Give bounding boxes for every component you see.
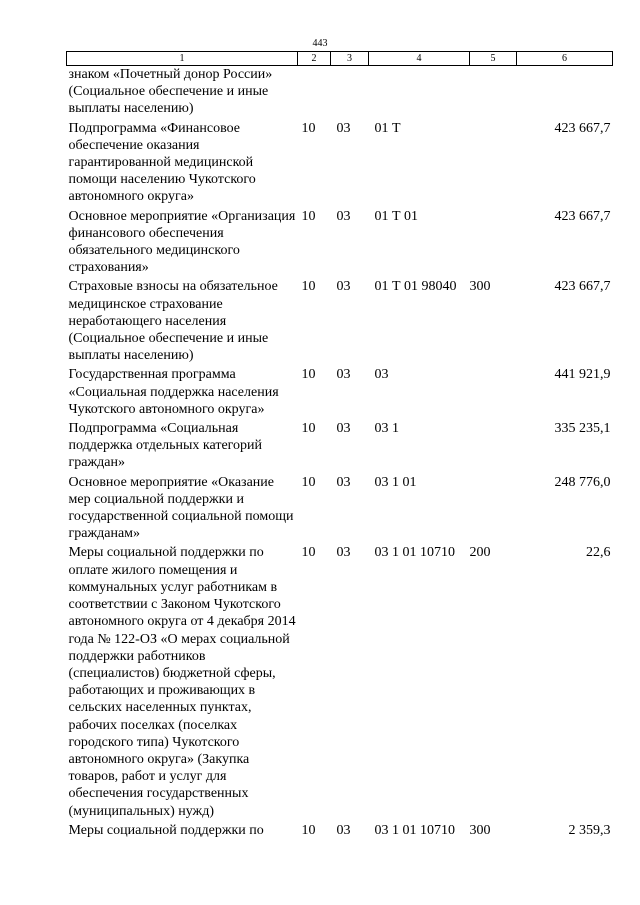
row-subsection: 03: [336, 474, 351, 490]
header-col-3: 3: [331, 52, 369, 66]
row-amount: 248 776,0: [554, 474, 611, 490]
row-target-code: 03 1 01 10710: [374, 822, 455, 838]
row-section: 10: [301, 279, 316, 295]
row-amount: 335 235,1: [554, 421, 611, 437]
row-expense-type: 300: [469, 279, 491, 295]
row-target-code: 01 Т: [374, 120, 401, 136]
row-amount: 423 667,7: [554, 279, 611, 295]
row-subsection: 03: [336, 120, 351, 136]
row-target-code: 01 Т 01: [374, 208, 419, 224]
row-name: Страховые взносы на обязательное медицинское страхование неработающего населения (Социальное обеспечение и иные выплаты населению): [68, 279, 278, 364]
row-expense-type: [470, 420, 517, 474]
table-row: [67, 420, 613, 474]
row-expense-type: 300: [469, 822, 491, 838]
table-row: [67, 366, 613, 420]
row-name: Государственная программа «Социальная поддержка населения Чукотского автономного округа»: [68, 367, 279, 417]
table-row: [67, 474, 613, 545]
row-amount: 22,6: [586, 545, 611, 561]
row-target-code: 03 1: [374, 421, 399, 437]
row-amount: 441 921,9: [554, 367, 611, 383]
row-section: 10: [301, 822, 316, 838]
row-subsection: 03: [336, 545, 351, 561]
row-section: [298, 66, 331, 120]
row-name: Основное мероприятие «Оказание мер социальной поддержки и государственной социальной помощи гражданам»: [68, 474, 294, 542]
table-row: [67, 278, 613, 366]
row-subsection: 03: [336, 279, 351, 295]
row-section: 10: [301, 421, 316, 437]
table-row: [67, 66, 613, 120]
row-name: Подпрограмма «Финансовое обеспечение оказания гарантированной медицинской помощи населению Чукотского автономного округа»: [68, 120, 256, 205]
row-amount: 2 359,3: [568, 822, 611, 838]
row-name: Подпрограмма «Социальная поддержка отдельных категорий граждан»: [68, 421, 263, 471]
row-amount: [517, 66, 613, 120]
table-row: [67, 120, 613, 208]
header-col-6: 6: [517, 52, 613, 66]
row-section: 10: [301, 120, 316, 136]
row-target-code: [369, 66, 470, 120]
header-col-1: 1: [67, 52, 298, 66]
row-target-code: 01 Т 01 98040: [374, 279, 457, 295]
row-section: 10: [301, 474, 316, 490]
row-target-code: 03 1 01: [374, 474, 417, 490]
row-expense-type: [470, 66, 517, 120]
header-col-5: 5: [470, 52, 517, 66]
row-expense-type: [470, 474, 517, 545]
row-section: 10: [301, 367, 316, 383]
row-target-code: 03 1 01 10710: [374, 545, 455, 561]
table-row: [67, 208, 613, 279]
row-subsection: [331, 66, 369, 120]
row-name: Меры социальной поддержки по оплате жилого помещения и коммунальных услуг работникам в соответствии с Законом Чукотского автономного округа от 4 декабря 2014 года № 122-ОЗ «О мерах социальной поддержки работников (специалистов) бюджетной сферы, работающих и проживающих в сельских населенных пунктах, рабочих поселках (поселках городского типа) Чукотского автономного округа» (Закупка товаров, работ и услуг для обеспечения государственных (муниципальных) нужд): [68, 545, 296, 819]
row-section: 10: [301, 208, 316, 224]
row-subsection: 03: [336, 421, 351, 437]
row-subsection: 03: [336, 208, 351, 224]
header-row: [67, 52, 613, 66]
row-name: знаком «Почетный донор России» (Социальное обеспечение и иные выплаты населению): [68, 67, 273, 117]
page-number: 443: [312, 38, 328, 49]
row-target-code: 03: [374, 367, 389, 383]
table-row: [67, 822, 613, 841]
row-expense-type: [470, 366, 517, 420]
row-expense-type: [470, 208, 517, 279]
row-section: 10: [301, 545, 316, 561]
table-row: [67, 544, 613, 821]
row-name: Меры социальной поддержки по: [68, 822, 264, 838]
budget-table: [66, 51, 613, 841]
row-expense-type: 200: [469, 545, 491, 561]
header-col-4: 4: [369, 52, 470, 66]
row-amount: 423 667,7: [554, 208, 611, 224]
header-col-2: 2: [298, 52, 331, 66]
row-subsection: 03: [336, 367, 351, 383]
row-expense-type: [470, 120, 517, 208]
row-amount: 423 667,7: [554, 120, 611, 136]
row-subsection: 03: [336, 822, 351, 838]
row-name: Основное мероприятие «Организация финансового обеспечения обязательного медицинского страхования»: [68, 208, 296, 276]
